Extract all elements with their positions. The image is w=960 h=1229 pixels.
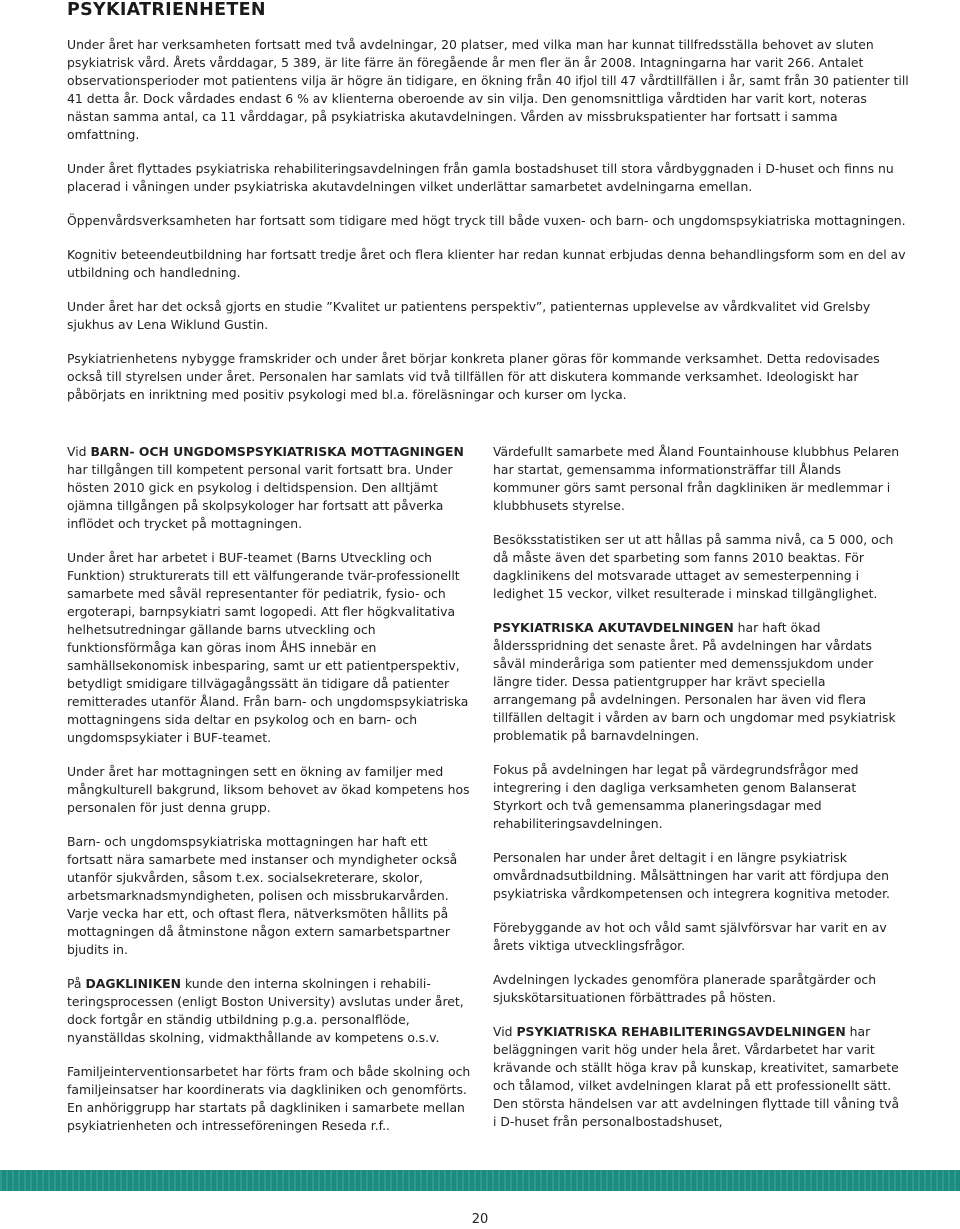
left-paragraph: Vid BARN- OCH UNGDOMSPSYKIATRISKA MOTTAGNINGEN har tillgången till kompetent personal varit fortsatt bra. Under hösten 2010 gick en psykolog i deltidspension. Den alltjämt ojämna tillgången på skolpsykologer har fortsatt att påverka inflödet och trycket på mottagningen. xyxy=(67,444,464,531)
left-paragraph: Under året har arbetet i BUF-teamet (Barns Utveckling och Funktion) strukturerats till ett välfungerande tvär-professionellt samarbete med såväl representanter för pediatrik, fysio- och ergoterapi, barnpsykiatri samt logopedi. Att fler högkvalitativa helhetsutredningar gällande barns utveckling och funktionsförmåga kan göras inom ÅHS innebär en samhällsekonomisk inbesparing, samt ur ett patientperspektiv, betydligt smidigare tillvägagångssätt än tidigare då patienter remitterades utanför Åland. Från barn- och ungdomspsykiatriska mottagningens sida deltar en psykolog och en barn- och ungdomspsykiater i BUF-teamet. xyxy=(67,550,469,745)
intro-paragraph: Under året har det också gjorts en studie ”Kvalitet ur patientens perspektiv”, patienternas upplevelse av vårdkvalitet vid Grelsby sjukhus av Lena Wiklund Gustin. xyxy=(67,299,871,332)
right-paragraph: PSYKIATRISKA AKUTAVDELNINGEN har haft ökad åldersspridning det senaste året. På avdelningen har vårdats såväl minderåriga som patienter med demenssjukdom under längre tider. Dessa patientgrupper har krävt speciella arrangemang på avdelningen. Personalen har även vid flera tillfällen deltagit i vården av barn och ungdomar med psykiatrisk problematik på barnavdelningen. xyxy=(493,620,896,743)
left-paragraph: Barn- och ungdomspsykiatriska mottagningen har haft ett fortsatt nära samarbete med instanser och myndigheter också utanför sjukvården, såsom t.ex. socialsekreterare, skolor, arbetsmarknadsmyndigheten, polisen och missbrukarvården. Varje vecka har ett, och oftast flera, nätverksmöten hållits på mottagningen då åtminstone någon extern samarbetspartner bjudits in. xyxy=(67,834,458,957)
right-column xyxy=(493,443,903,1147)
page-title: PSYKIATRIENHETEN xyxy=(67,0,266,20)
intro-paragraph: Under året har verksamheten fortsatt med två avdelningar, 20 platser, med vilka man har kunnat tillfredsställa behovet av sluten psykiatrisk vård. Årets vårddagar, 5 389, är lite färre än föregående år men fler än år 2008. Intagningarna har varit 266. Antalet observationsperioder mot patientens vilja är högre än tidigare, en ökning från 40 ifjol till 47 vårdtillfällen i år, samt från 30 patienter till 41 detta år. Dock vårdades endast 6 % av klienterna oberoende av sin vilja. Den genomsnittliga vårdtiden har varit kort, noteras nästan samma antal, ca 11 vårddagar, på psykiatriska akutavdelningen. Vården av missbrukspatienter har fortsatt i samma omfattning. xyxy=(67,37,909,142)
left-paragraph: Familjeinterventionsarbetet har förts fram och både skolning och familjeinsatser har koordinerats via dagkliniken och genomförts. En anhöriggrupp har startats på dagkliniken i samarbete mellan psykiatrienheten och intresseföreningen Reseda r.f.. xyxy=(67,1064,471,1133)
section-heading-akut: PSYKIATRISKA AKUTAVDELNINGEN xyxy=(493,620,734,635)
intro-paragraph: Kognitiv beteendeutbildning har fortsatt tredje året och flera klienter har redan kunnat erbjudas denna behandlingsform som en del av utbildning och handledning. xyxy=(67,247,906,280)
intro-section xyxy=(67,36,912,420)
intro-paragraph: Öppenvårdsverksamheten har fortsatt som tidigare med högt tryck till både vuxen- och barn- och ungdomspsykiatriska mottagningen. xyxy=(67,213,906,228)
right-paragraph: Värdefullt samarbete med Åland Fountainhouse klubbhus Pelaren har startat, gemensamma informationsträffar till Ålands kommuner görs samt personal från dagkliniken är medlemmar i klubbhusets styrelse. xyxy=(493,444,900,513)
right-paragraph: Besöksstatistiken ser ut att hållas på samma nivå, ca 5 000, och då måste även det sparbeting som fanns 2010 beaktas. För dagklinikens del motsvarade uttaget av semesterpenning i ledighet 15 veckor, vilket resulterade i minskad tillgänglighet. xyxy=(493,532,894,601)
page-number: 20 xyxy=(471,1212,489,1227)
intro-paragraph: Under året flyttades psykiatriska rehabiliteringsavdelningen från gamla bostadshuset till stora vårdbyggnaden i D-huset och finns nu placerad i våningen under psykiatriska akutavdelningen vilket underlättar samarbetet avdelningarna emellan. xyxy=(67,161,894,194)
left-column xyxy=(67,443,472,1151)
footer-bar xyxy=(0,1170,960,1191)
left-paragraph: Under året har mottagningen sett en ökning av familjer med mångkulturell bakgrund, liksom behovet av ökad kompetens hos personalen för just denna grupp. xyxy=(67,764,470,815)
section-heading-rehab: PSYKIATRISKA REHABILITERINGSAVDELNINGEN xyxy=(516,1024,846,1039)
right-paragraph: Vid PSYKIATRISKA REHABILITERINGSAVDELNINGEN har beläggningen varit hög under hela året. Vårdarbetet har varit krävande och ställt höga krav på kunskap, kreativitet, samarbete och tålamod, vilket avdelningen klarat på ett professionellt sätt. Den största händelsen var att avdelningen flyttade till våning två i D-huset från personalbostadshuset, xyxy=(493,1024,900,1129)
right-paragraph: Förebyggande av hot och våld samt självförsvar har varit en av årets viktiga utvecklingsfrågor. xyxy=(493,920,887,953)
right-paragraph: Personalen har under året deltagit i en längre psykiatrisk omvårdnadsutbildning. Målsättningen har varit att fördjupa den psykiatriska vårdkompetensen och integrera kognitiva metoder. xyxy=(493,850,891,901)
right-paragraph: Fokus på avdelningen har legat på värdegrundsfrågor med integrering i den dagliga verksamheten genom Balanserat Styrkort och två gemensamma planeringsdagar med rehabiliteringsavdelningen. xyxy=(493,762,859,831)
intro-paragraph: Psykiatrienhetens nybygge framskrider och under året börjar konkreta planer göras för kommande verksamhet. Detta redovisades också till styrelsen under året. Personalen har samlats vid två tillfällen för att diskutera kommande verksamhet. Ideologiskt har påbörjats en inriktning med positiv psykologi med bl.a. föreläsningar och kurser om lycka. xyxy=(67,351,880,402)
section-heading-dagkliniken: DAGKLINIKEN xyxy=(85,976,182,991)
left-paragraph: På DAGKLINIKEN kunde den interna skolningen i rehabili-teringsprocessen (enligt Boston University) avslutas under året, dock fortgår en ständig utbildning p.g.a. personalflöde, nyanställdas skolning, vidmakthållande av kompetens o.s.v. xyxy=(67,976,464,1045)
section-heading-bup: BARN- OCH UNGDOMSPSYKIATRISKA MOTTAGNINGEN xyxy=(90,444,464,459)
right-paragraph: Avdelningen lyckades genomföra planerade sparåtgärder och sjukskötarsituationen förbättrades på hösten. xyxy=(493,972,877,1005)
